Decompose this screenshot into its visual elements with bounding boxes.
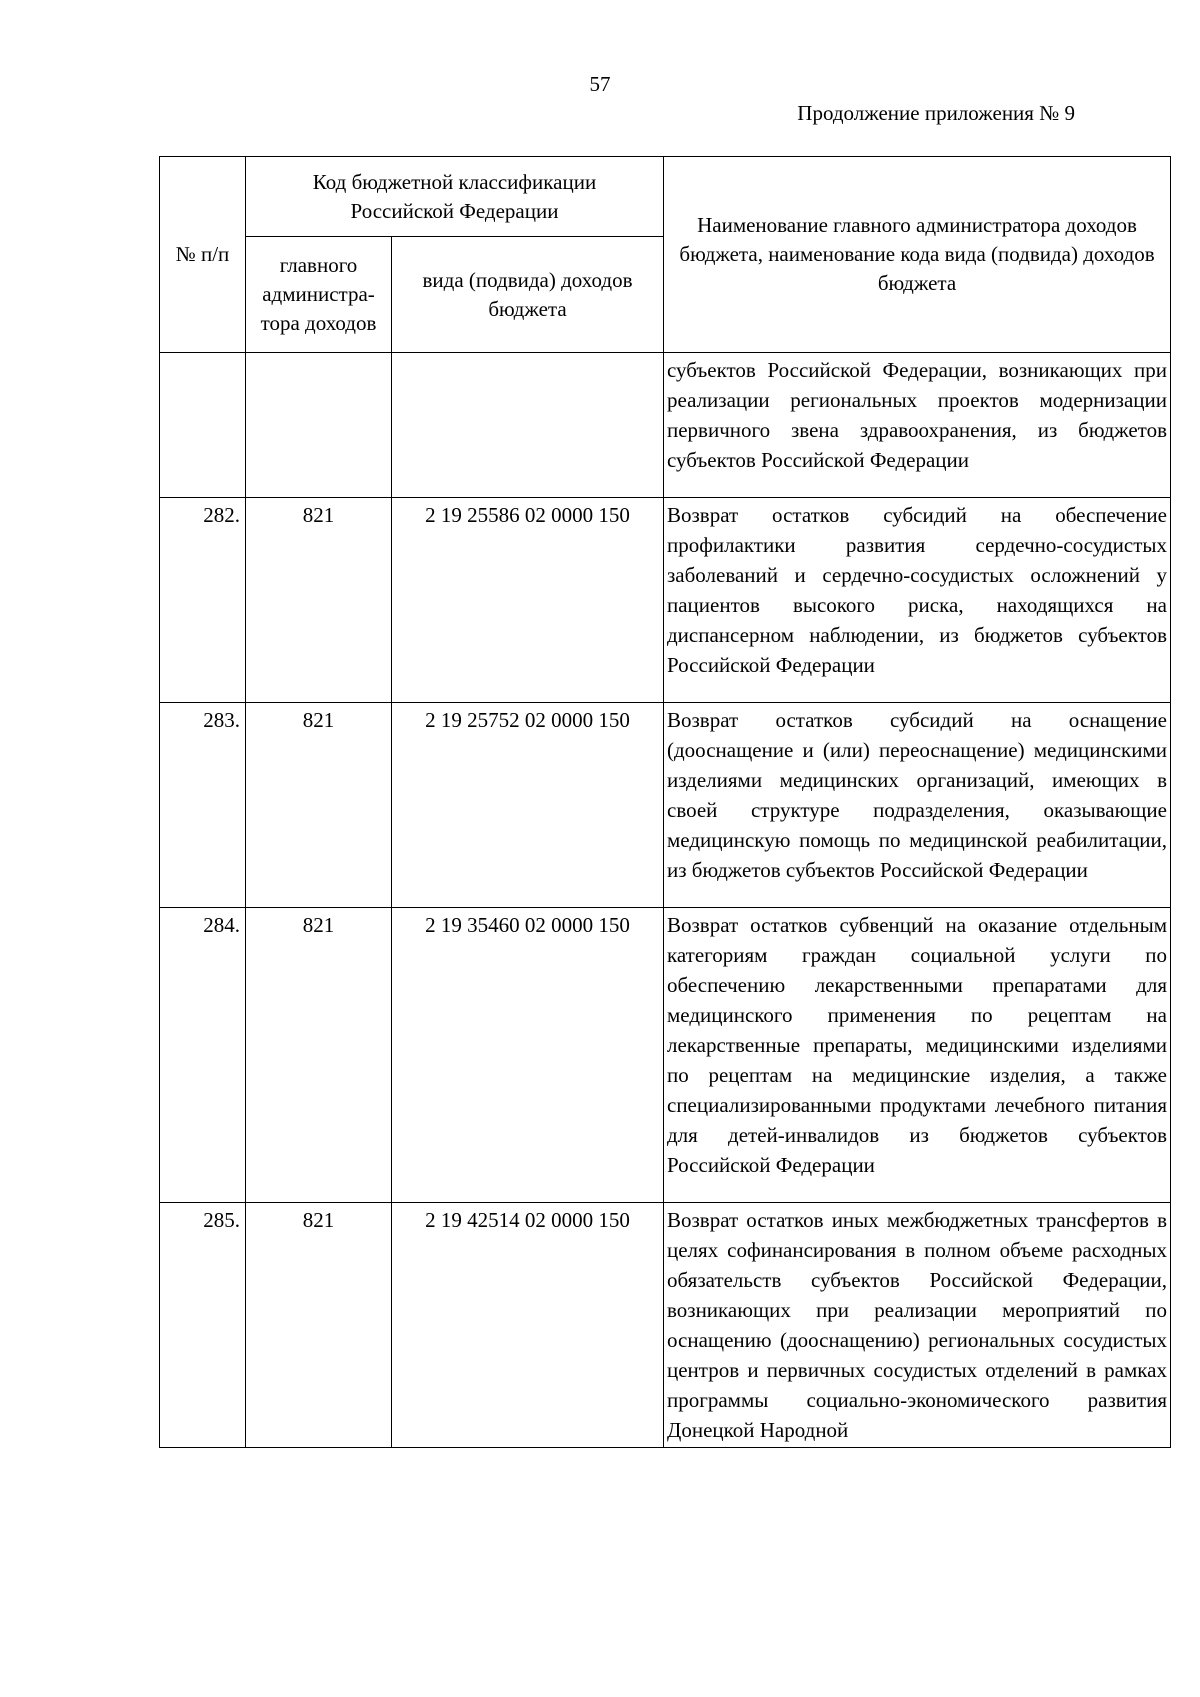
cell-name: Возврат остатков субсидий на обеспечение профилактики развития сердечно-сосудистых заболеваний и сердечно-сосудистых осложнений у пациентов высокого риска, находящихся на диспансерном наблюдении, из бюджетов субъектов Российской Федерации [664, 498, 1171, 703]
cell-code: 2 19 42514 02 0000 150 [392, 1203, 664, 1448]
cell-num: 284. [160, 908, 246, 1203]
cell-num: 285. [160, 1203, 246, 1448]
page-number: 57 [589, 72, 611, 96]
cell-admin: 821 [246, 1203, 392, 1448]
cell-admin: 821 [246, 703, 392, 908]
cell-num: 283. [160, 703, 246, 908]
cell-num [160, 353, 246, 498]
header-name: Наименование главного администратора доходов бюджета, наименование кода вида (подвида) доходов бюджета [664, 157, 1171, 353]
appendix-continuation-note: Продолжение приложения № 9 [797, 101, 1075, 125]
cell-name: Возврат остатков субсидий на оснащение (дооснащение и (или) переоснащение) медицинскими изделиями медицинских организаций, имеющих в своей структуре подразделения, оказывающие медицинскую помощь по медицинской реабилитации, из бюджетов субъектов Российской Федерации [664, 703, 1171, 908]
cell-code: 2 19 35460 02 0000 150 [392, 908, 664, 1203]
cell-admin: 821 [246, 498, 392, 703]
header-admin: главного администра-тора доходов [246, 237, 392, 353]
cell-code: 2 19 25752 02 0000 150 [392, 703, 664, 908]
cell-code [392, 353, 664, 498]
cell-name: субъектов Российской Федерации, возникающих при реализации региональных проектов модернизации первичного звена здравоохранения, из бюджетов субъектов Российской Федерации [664, 353, 1171, 498]
cell-admin: 821 [246, 908, 392, 1203]
table-header [160, 157, 1171, 353]
table-row [160, 703, 1171, 908]
header-type: вида (подвида) доходов бюджета [392, 237, 664, 353]
header-num: № п/п [160, 157, 246, 353]
revenue-administrators-table [159, 156, 1171, 1448]
header-kbk-group: Код бюджетной классификации Российской Федерации [246, 157, 664, 237]
cell-code: 2 19 25586 02 0000 150 [392, 498, 664, 703]
cell-name: Возврат остатков субвенций на оказание отдельным категориям граждан социальной услуги по обеспечению лекарственными препаратами для медицинского применения по рецептам на лекарственные препараты, медицинскими изделиями по рецептам на медицинские изделия, а также специализированными продуктами лечебного питания для детей-инвалидов из бюджетов субъектов Российской Федерации [664, 908, 1171, 1203]
table-row [160, 908, 1171, 1203]
table-row [160, 1203, 1171, 1448]
cell-name: Возврат остатков иных межбюджетных трансфертов в целях софинансирования в полном объеме расходных обязательств субъектов Российской Федерации, возникающих при реализации мероприятий по оснащению (дооснащению) региональных сосудистых центров и первичных сосудистых отделений в рамках программы социально-экономического развития Донецкой Народной [664, 1203, 1171, 1448]
cell-admin [246, 353, 392, 498]
table-row [160, 498, 1171, 703]
cell-num: 282. [160, 498, 246, 703]
table-row-continuation [160, 353, 1171, 498]
